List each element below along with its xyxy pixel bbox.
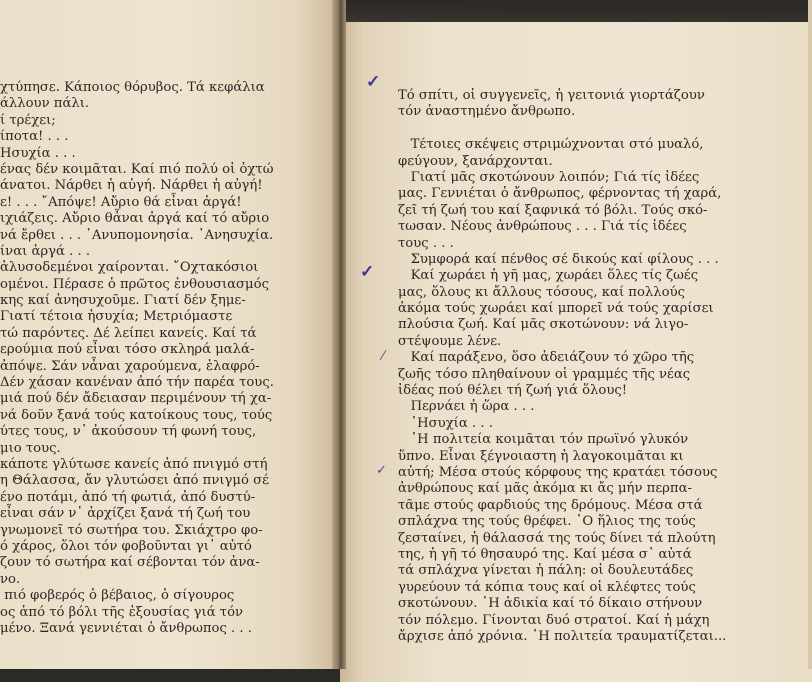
text-line: ος ἀπό τό βόλι τῆς ἐξουσίας γιά τόν: [0, 604, 244, 620]
text-line: ἰδέας πού θέλει τή ζωή γιά ὅλους!: [398, 383, 628, 399]
book-spine: [332, 0, 346, 669]
text-line: Γιατί τέτοια ἡσυχία; Μετριόμαστε: [0, 309, 233, 325]
text-line: χτύπησε. Κάποιος θόρυβος. Τά κεφάλια: [0, 80, 265, 95]
text-line: ένας δέν κοιμᾶται. Καί πιό πολύ οἱ ὀχτώ: [0, 161, 274, 177]
text-line: Τό σπίτι, οἱ συγγενεῖς, ἡ γειτονιά γιορτάζουν: [398, 88, 705, 103]
text-line: τους . . .: [398, 235, 454, 251]
text-line: τά σπλάχνα γίνεται ἡ πάλη: οἱ δουλευτάδες: [398, 563, 694, 579]
text-line: ἀλυσοδεμένοι χαίρονται. ῎Οχτακόσιοι: [0, 260, 259, 276]
text-line: φεύγουν, ξανάρχονται.: [398, 153, 553, 169]
text-line: Δέν χάσαν κανέναν ἀπό τήν παρέα τους.: [0, 375, 274, 391]
text-line: ζεσταίνει, ἡ θάλασσά της τούς δίνει τά πλούτη: [398, 530, 716, 546]
right-page-text: [398, 88, 726, 645]
text-line: ὕπνο. Εἶναι ξέγνοιαστη ἡ λαγοκοιμᾶται κι: [398, 448, 684, 464]
text-line: αὐτή; Μέσα στούς κόρφους της κρατάει τόσους: [398, 464, 718, 480]
text-line: ε! . . . ῎Απόψε! Αὔριο θά εἶναι ἀργά!: [0, 194, 242, 210]
text-line: Καί παράξενο, ὅσο ἀδειάζουν τό χῶρο τῆς: [398, 350, 695, 366]
text-line: ομένοι. Πέρασε ὁ πρῶτος ἐνθουσιασμός: [0, 276, 269, 292]
text-line: ί τρέχει;: [0, 112, 56, 128]
left-page: [0, 0, 336, 669]
text-line: ιχιάζεις. Αὔριο θἆναι ἀργά καί τό αὔριο: [0, 211, 270, 227]
text-line: πλούσια ζωή. Καί μᾶς σκοτώνουν: νά λιγο-: [398, 317, 689, 333]
text-line: ίναι ἀργά . . .: [0, 243, 91, 259]
text-line: ύτες τους, ν᾽ ἀκούσουν τή φωνή τους,: [0, 424, 257, 440]
text-line: νο.: [0, 571, 21, 587]
text-line: γυρεύουν τά κόπια τους καί οἱ κλέφτες τούς: [398, 579, 696, 595]
pen-tick-icon: ✓: [376, 463, 387, 478]
text-line: τωσαν. Νέους ἀνθρώπους . . . Γιά τίς ἰδέες: [398, 219, 687, 235]
text-line: τόν ἀναστημένο ἄνθρωπο.: [398, 104, 576, 120]
text-line: Ησυχία . . .: [0, 145, 76, 161]
text-line: τᾶμε στούς φαρδιούς της δρόμους. Μέσα στά: [398, 497, 703, 513]
text-line: ζωῆς τόσο πληθαίνουν οἱ γραμμές τῆς νέας: [398, 366, 691, 382]
text-line: Περνάει ἡ ὥρα . . .: [398, 399, 535, 415]
text-line: η Θάλασσα, ἄν γλυτώσει ἀπό πνιγμό σέ: [0, 473, 269, 489]
text-line: Συμφορά καί πένθος σέ δικούς καί φίλους . . .: [398, 251, 719, 267]
text-line: εἶναι σάν ν᾽ ἀρχίζει ξανά τή ζωή του: [0, 506, 251, 522]
text-line: ζουν τό σωτήρα καί σέβονται τόν ἀνα-: [0, 555, 260, 571]
text-line: ἀνθρώπους καί μᾶς ἀκόμα κι ἄς μήν περπα-: [398, 481, 692, 497]
text-line: κάποτε γλύτωσε κανείς ἀπό πνιγμό στή: [0, 456, 268, 472]
text-line: τόν πόλεμο. Γίνονται δυό στρατοί. Καί ἡ μάχη: [398, 612, 710, 628]
text-line: ῾Η πολιτεία κοιμᾶται τόν πρωϊνό γλυκόν: [398, 432, 689, 448]
text-line: της, ἡ γῆ τό θησαυρό της. Καί μέσα σ᾽ αὐτά: [398, 546, 692, 562]
text-line: [398, 121, 726, 137]
text-line: τώ παρόντες. Δέ λείπει κανείς. Καί τά: [0, 325, 257, 341]
text-line: ἄρχισε ἀπό χρόνια. ῾Η πολιτεία τραυματίζεται...: [398, 628, 727, 644]
left-page-text: [0, 80, 274, 637]
text-line: μένο. Ξανά γεννιέται ὁ ἄνθρωπος . . .: [0, 620, 252, 636]
text-line: μας, ὅλους κι ἄλλους τόσους, καί πολλούς: [398, 284, 685, 300]
right-page: [340, 22, 812, 682]
text-line: ἀπόψε. Σάν νἆναι χαρούμενα, ἐλαφρό-: [0, 358, 260, 374]
text-line: ῾Ησυχία . . .: [398, 415, 493, 431]
text-line: ό χάρος, ὅλοι τόν φοβοῦνται γι᾽ αὐτό: [0, 538, 252, 554]
text-line: ερούμια πού εἶναι τόσο σκληρά μαλά-: [0, 342, 255, 358]
pen-checkmark-icon: ✓: [360, 262, 375, 282]
text-line: Καί χωράει ἡ γῆ μας, χωράει ὅλες τίς ζωές: [398, 268, 699, 284]
pen-checkmark-icon: ✓: [366, 72, 381, 92]
text-line: κης καί ἀνησυχοῦμε. Γιατί δέν ξημε-: [0, 293, 246, 309]
text-line: άνατοι. Νάρθει ἡ αὐγή. Νάρθει ἡ αὐγή!: [0, 178, 263, 194]
page-edge: [808, 0, 812, 669]
text-line: ίποτα! . . .: [0, 129, 69, 145]
text-line: μιο τους.: [0, 440, 61, 456]
text-line: σκοτώνουν. ῾Η ἀδικία καί τό δίκαιο στήνουν: [398, 596, 703, 612]
text-line: σπλάχνα της τούς θρέφει. ῾Ο ἥλιος της τούς: [398, 514, 696, 530]
text-line: άλλουν πάλι.: [0, 96, 90, 112]
text-line: ένο ποτάμι, ἀπό τή φωτιά, ἀπό δυστύ-: [0, 489, 256, 505]
pen-tick-icon: ⁄: [382, 349, 385, 364]
text-line: πιό φοβερός ὁ βέβαιος, ὁ σίγουρος: [0, 588, 235, 604]
text-line: στέψουμε λένε.: [398, 333, 502, 349]
text-line: Γιατί μᾶς σκοτώνουν λοιπόν; Γιά τίς ἰδέες: [398, 169, 700, 185]
text-line: γνωμονεῖ τό σωτήρα του. Σκιάχτρο φο-: [0, 522, 263, 538]
text-line: μιά πού δέν ἄδειασαν περιμένουν τή χα-: [0, 391, 272, 407]
text-line: ἀκόμα τούς χωράει καί μπορεῖ νά τούς χαρίσει: [398, 301, 714, 317]
text-line: νά ἔρθει . . . ᾽Ανυπομονησία. ᾽Ανησυχία.: [0, 227, 274, 243]
text-line: Τέτοιες σκέψεις στριμώχνονται στό μυαλό,: [398, 137, 704, 153]
text-line: ζεῖ τή ζωή του καί ξαφνικά τό βόλι. Τούς σκό-: [398, 202, 708, 218]
text-line: νά δοῦν ξανά τούς κατοίκους τους, τούς: [0, 407, 273, 423]
text-line: μας. Γεννιέται ὁ ἄνθρωπος, φέρνοντας τή χαρά,: [398, 186, 722, 202]
